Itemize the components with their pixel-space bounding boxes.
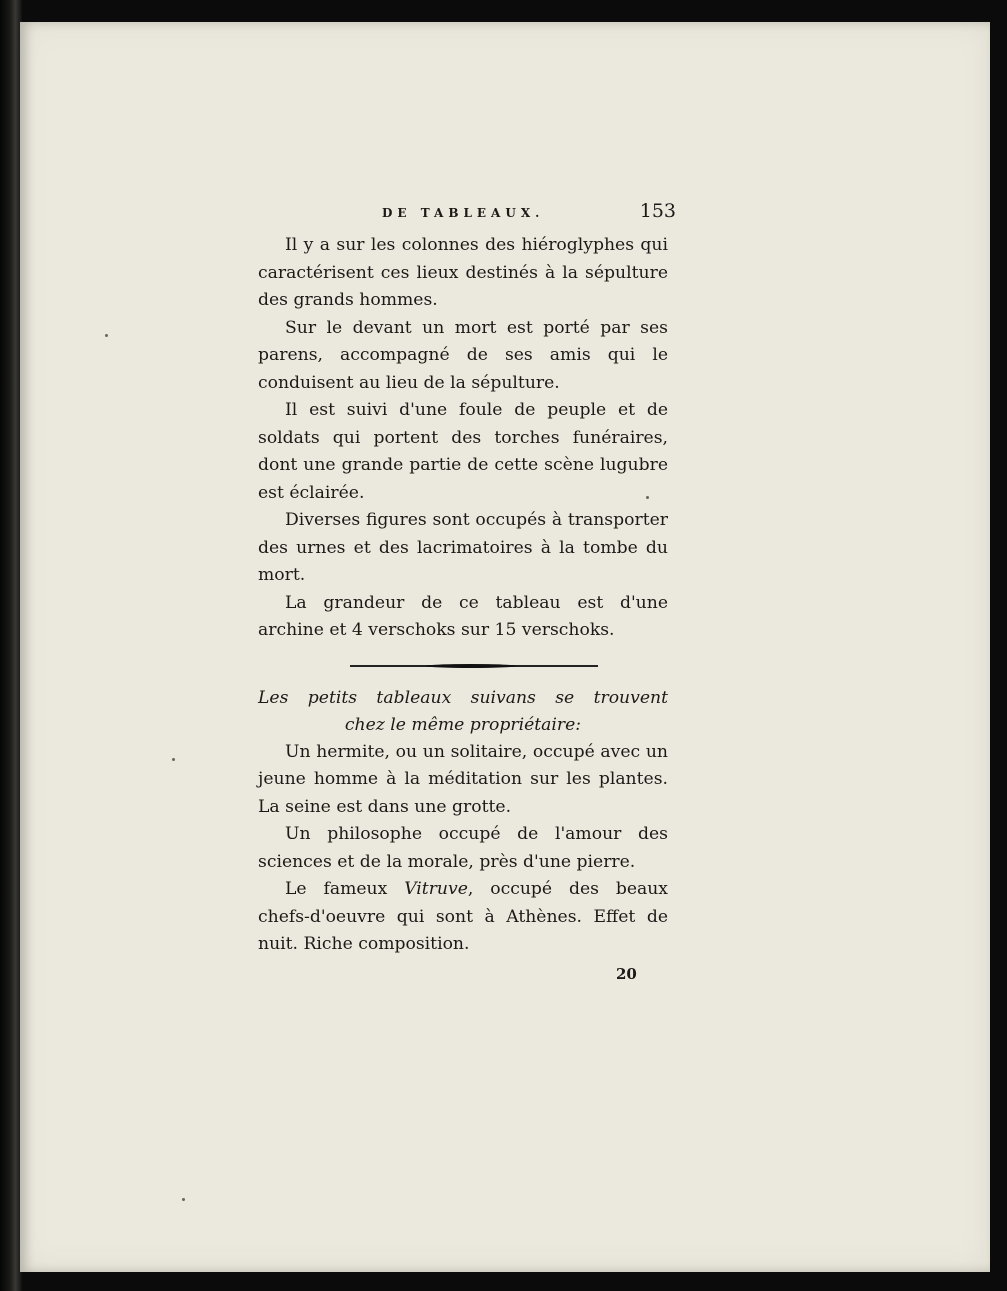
book-spine: [0, 0, 22, 1291]
paper-speck: [105, 334, 108, 337]
signature-area: [258, 959, 668, 993]
paper-speck: [182, 1198, 185, 1201]
paragraph-torches: Il est suivi d'une foule de peuple et de soldats qui portent des torches funéraires, dont une grande partie de cette scène lugubre est éclairée.: [258, 400, 668, 503]
vitruve-text-after: , occupé des beaux chefs-d'oeuvre qui sont à Athènes. Effet de nuit. Riche composition.: [258, 879, 668, 954]
subheading-line-1: Les petits tableaux suivans se trouvent: [258, 687, 668, 708]
vitruve-text-before: Le fameux: [285, 879, 405, 899]
paragraph-philosopher: Un philosophe occupé de l'amour des sciences et de la morale, près d'une pierre.: [258, 824, 668, 872]
paragraph-hieroglyphs: Il y a sur les colonnes des hiéroglyphes qui caractérisent ces lieux destinés à la sépulture des grands hommes.: [258, 235, 668, 310]
subheading-line-2: chez le même propriétaire:: [344, 714, 582, 735]
paragraph-dimensions: La grandeur de ce tableau est d'une archine et 4 verschoks sur 15 verschoks.: [258, 592, 668, 640]
paragraph-vitruve: [258, 876, 668, 959]
vitruve-name: Vitruve: [404, 879, 468, 899]
divider-swell: [426, 664, 516, 668]
paragraph-hermit: Un hermite, ou un solitaire, occupé avec un jeune homme à la méditation sur les plantes. La seine est dans une grotte.: [258, 741, 668, 817]
signature-mark: 20: [616, 964, 637, 983]
text-block: [258, 200, 676, 993]
section-divider: [258, 645, 668, 685]
book-page: [20, 22, 990, 1272]
running-head: [258, 200, 676, 230]
paragraph-urns: Diverses figures sont occupés à transporter des urnes et des lacrimatoires à la tombe du mort.: [258, 510, 668, 585]
running-head-title: DE TABLEAUX.: [382, 206, 545, 220]
paper-speck: [172, 758, 175, 761]
page-number: 153: [639, 200, 676, 222]
paragraph-funeral-procession: Sur le devant un mort est porté par ses parens, accompagné de ses amis qui le conduisent au lieu de la sépulture.: [258, 317, 668, 393]
